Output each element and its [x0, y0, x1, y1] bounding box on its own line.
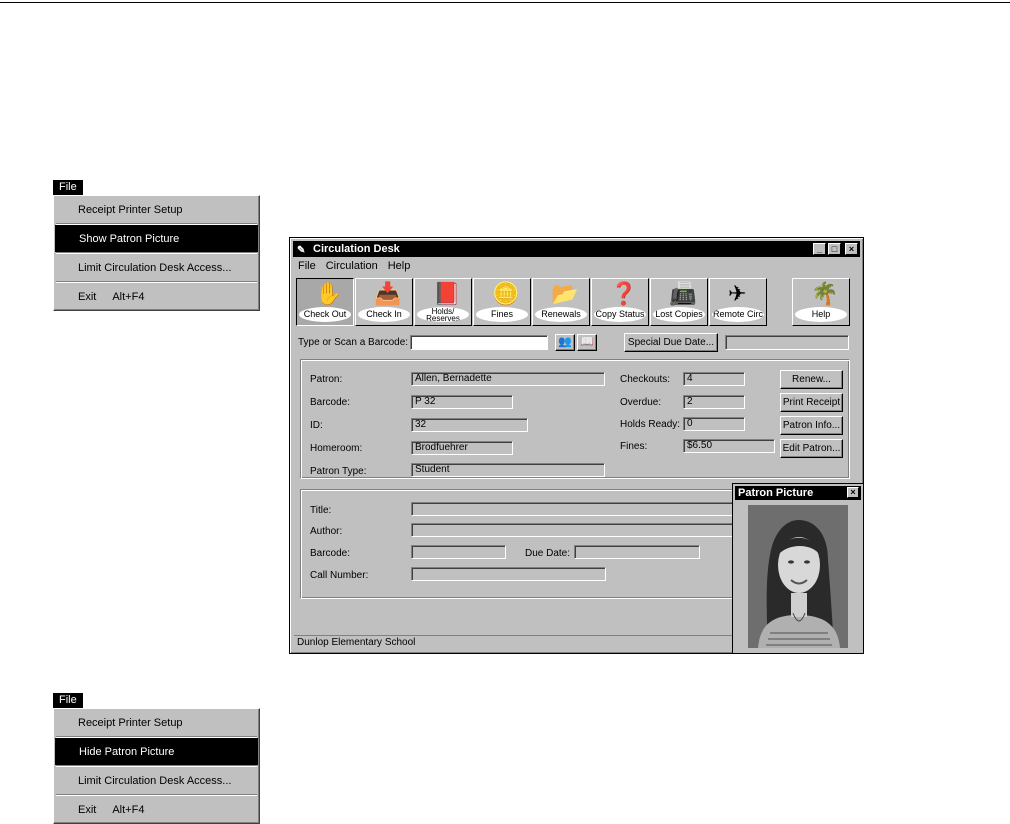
barcode-label: Barcode:	[310, 397, 351, 408]
menu-item-limit-access[interactable]: Limit Circulation Desk Access...	[78, 774, 232, 787]
menu-circulation[interactable]: Circulation	[325, 260, 378, 272]
renewals-button[interactable]: 📂 Renewals	[532, 278, 590, 326]
renew-button[interactable]: Renew...	[780, 370, 843, 389]
file-menu-dropdown	[53, 708, 260, 824]
check-in-button[interactable]: 📥 Check In	[355, 278, 413, 326]
status-bar: Dunlop Elementary School	[294, 635, 859, 650]
window-title: Circulation Desk	[313, 243, 400, 255]
overdue-field: 2	[683, 395, 745, 409]
title-label: Title:	[310, 505, 332, 516]
due-date-field	[574, 545, 700, 559]
patron-portrait-image	[748, 505, 848, 648]
due-date-label: Due Date:	[525, 548, 571, 559]
menu-item-limit-access[interactable]: Limit Circulation Desk Access...	[78, 261, 232, 274]
menu-help[interactable]: Help	[387, 260, 411, 272]
help-button[interactable]: 🌴 Help	[792, 278, 850, 326]
menu-item-hide-patron-picture[interactable]: Hide Patron Picture	[55, 738, 258, 765]
file-menu-header[interactable]: File	[53, 180, 83, 195]
patron-info-button[interactable]: Patron Info...	[780, 416, 843, 435]
menu-file[interactable]: File	[298, 260, 316, 272]
checkouts-field: 4	[683, 372, 745, 386]
question-book-icon: ❓	[610, 281, 638, 306]
patron-type-label: Patron Type:	[310, 466, 367, 477]
patron-type-field: Student	[411, 463, 605, 477]
call-number-field	[411, 567, 606, 581]
app-icon: ✎	[297, 245, 306, 256]
item-barcode-label: Barcode:	[310, 548, 351, 559]
menu-item-receipt-printer-setup[interactable]: Receipt Printer Setup	[78, 716, 183, 729]
open-book-icon: 📖	[580, 336, 594, 348]
holds-ready-label: Holds Ready:	[620, 419, 681, 430]
fines-field: $6.50	[683, 439, 775, 453]
menu-item-receipt-printer-setup[interactable]: Receipt Printer Setup	[78, 203, 183, 216]
close-button[interactable]: ×	[845, 243, 858, 255]
author-label: Author:	[310, 526, 343, 537]
menu-item-exit[interactable]: Exit Alt+F4	[78, 803, 145, 816]
people-icon: 👥	[558, 336, 572, 348]
exit-shortcut: Alt+F4	[112, 290, 145, 303]
patron-name-field: Allen, Bernadette	[411, 372, 605, 386]
window-menubar	[298, 260, 410, 272]
patron-panel	[300, 359, 850, 479]
patron-label: Patron:	[310, 374, 343, 385]
overdue-label: Overdue:	[620, 397, 662, 408]
hand-book-icon: ✋	[315, 281, 343, 306]
patron-picture-window	[732, 483, 864, 654]
check-out-button[interactable]: ✋ Check Out	[296, 278, 354, 326]
sos-island-icon: 🌴	[811, 281, 839, 306]
patron-id-field: 32	[411, 418, 528, 432]
coins-icon: 🪙	[492, 281, 520, 306]
menu-item-exit[interactable]: Exit Alt+F4	[78, 290, 145, 303]
holds-reserves-button[interactable]: 📕 Holds/ Reserves	[414, 278, 472, 326]
copy-status-button[interactable]: ❓ Copy Status	[591, 278, 649, 326]
edit-patron-button[interactable]: Edit Patron...	[780, 439, 843, 458]
toolbar	[296, 278, 859, 326]
remote-circ-button[interactable]: ✈ Remote Circ	[709, 278, 767, 326]
checkouts-label: Checkouts:	[620, 374, 671, 385]
page-rule	[0, 2, 1010, 3]
homeroom-label: Homeroom:	[310, 443, 363, 454]
special-due-date-button[interactable]: Special Due Date...	[624, 333, 718, 352]
lost-copies-button[interactable]: 📠 Lost Copies	[650, 278, 708, 326]
patron-search-button[interactable]	[555, 334, 575, 351]
print-receipt-button[interactable]: Print Receipt	[780, 393, 843, 412]
patron-photo	[748, 505, 848, 648]
book-return-icon: 📥	[374, 281, 402, 306]
holds-ready-field: 0	[683, 417, 745, 431]
patron-picture-title-bar[interactable]	[735, 486, 861, 500]
book-search-button[interactable]	[577, 334, 597, 351]
file-menu-header[interactable]: File	[53, 693, 83, 708]
window-title-bar[interactable]	[293, 241, 860, 257]
book-icon: 📕	[433, 281, 461, 306]
barcode-input[interactable]	[410, 335, 548, 350]
item-barcode-field	[411, 545, 506, 559]
fines-label: Fines:	[620, 441, 648, 452]
remote-circ-icon: ✈	[728, 281, 747, 306]
patron-barcode-field: P 32	[411, 395, 513, 409]
menu-item-show-patron-picture[interactable]: Show Patron Picture	[55, 225, 258, 252]
maximize-button[interactable]: □	[828, 243, 841, 255]
homeroom-field: Brodfuehrer	[411, 441, 513, 455]
patron-picture-close-button[interactable]: ×	[847, 487, 859, 498]
exit-shortcut: Alt+F4	[112, 803, 145, 816]
id-label: ID:	[310, 420, 323, 431]
special-due-date-field	[725, 335, 849, 350]
call-number-label: Call Number:	[310, 570, 369, 581]
lost-copies-icon: 📠	[669, 281, 697, 306]
renewal-icon: 📂	[551, 281, 579, 306]
barcode-prompt-label: Type or Scan a Barcode:	[298, 337, 409, 348]
fines-button[interactable]: 🪙 Fines	[473, 278, 531, 326]
minimize-button[interactable]: _	[813, 243, 826, 255]
patron-picture-title: Patron Picture	[738, 487, 814, 499]
file-menu-dropdown	[53, 195, 260, 311]
